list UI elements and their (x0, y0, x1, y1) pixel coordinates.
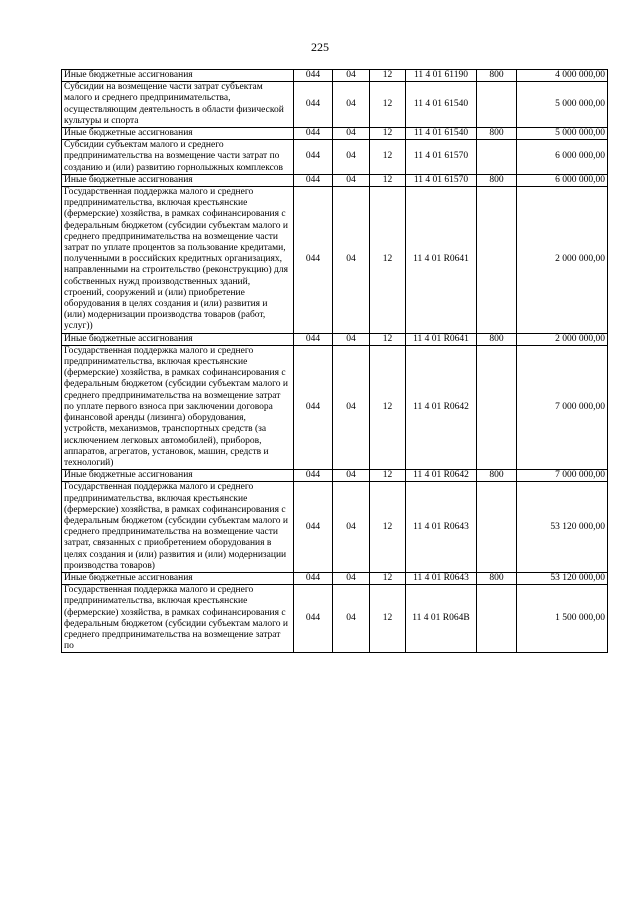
expense-name: Иные бюджетные ассигнования (62, 333, 294, 345)
section-code: 04 (333, 333, 370, 345)
subsection-code: 12 (370, 482, 406, 573)
expense-name: Государственная поддержка малого и среднего предпринимательства, включая крестьянские (фермерские) хозяйства, в рамках софинансирования с федеральным бюджетом (субсидии субъектам малого и среднего предпринимательства на возмещение затрат по (62, 585, 294, 653)
expense-name: Государственная поддержка малого и среднего предпринимательства, включая крестьянские (фермерские) хозяйства, в рамках софинансирования с федеральным бюджетом (субсидии субъектам малого и среднего предпринимательства на возмещение части затрат, связанных с приобретением оборудования в целях создания и (или) развития и (или) модернизации производства товаров) (62, 482, 294, 573)
expense-name: Иные бюджетные ассигнования (62, 470, 294, 482)
expense-type-code: 800 (477, 572, 517, 584)
table-row (62, 187, 608, 334)
expense-name: Иные бюджетные ассигнования (62, 128, 294, 140)
expense-name: Иные бюджетные ассигнования (62, 70, 294, 82)
expense-type-code: 800 (477, 70, 517, 82)
subsection-code: 12 (370, 128, 406, 140)
table-row (62, 82, 608, 128)
ministry-code: 044 (294, 482, 333, 573)
expense-type-code: 800 (477, 333, 517, 345)
ministry-code: 044 (294, 70, 333, 82)
ministry-code: 044 (294, 128, 333, 140)
table-row (62, 470, 608, 482)
subsection-code: 12 (370, 82, 406, 128)
expense-type-code (477, 187, 517, 334)
table-row (62, 128, 608, 140)
expense-name: Государственная поддержка малого и среднего предпринимательства, включая крестьянские (фермерские) хозяйства, в рамках софинансирования с федеральным бюджетом (субсидии субъектам малого и среднего предпринимательства на возмещение части затрат по уплате процентов за пользование кредитами, полученными в российских кредитных организациях, направленными на строительство (реконструкцию) для собственных нужд производственных зданий, строений, сооружений и (или) приобретение оборудования в целях создания и (или) развития и (или) модернизации производства товаров (работ, услуг)) (62, 187, 294, 334)
expense-name: Иные бюджетные ассигнования (62, 174, 294, 186)
amount: 2 000 000,00 (517, 187, 608, 334)
target-article-code: 11 4 01 R0642 (406, 345, 477, 469)
subsection-code: 12 (370, 585, 406, 653)
amount: 53 120 000,00 (517, 482, 608, 573)
expense-type-code: 800 (477, 174, 517, 186)
section-code: 04 (333, 187, 370, 334)
section-code: 04 (333, 128, 370, 140)
expense-type-code (477, 82, 517, 128)
section-code: 04 (333, 140, 370, 175)
subsection-code: 12 (370, 345, 406, 469)
budget-table (61, 69, 608, 653)
subsection-code: 12 (370, 187, 406, 334)
table-row (62, 70, 608, 82)
ministry-code: 044 (294, 187, 333, 334)
amount: 4 000 000,00 (517, 70, 608, 82)
ministry-code: 044 (294, 174, 333, 186)
amount: 5 000 000,00 (517, 128, 608, 140)
expense-name: Иные бюджетные ассигнования (62, 572, 294, 584)
target-article-code: 11 4 01 R0642 (406, 470, 477, 482)
expense-name: Субсидии субъектам малого и среднего предпринимательства на возмещение части затрат по созданию и (или) развитию горнолыжных комплексов (62, 140, 294, 175)
table-row (62, 333, 608, 345)
expense-type-code: 800 (477, 470, 517, 482)
ministry-code: 044 (294, 140, 333, 175)
expense-type-code (477, 585, 517, 653)
table-row (62, 482, 608, 573)
ministry-code: 044 (294, 572, 333, 584)
target-article-code: 11 4 01 R0641 (406, 187, 477, 334)
amount: 1 500 000,00 (517, 585, 608, 653)
subsection-code: 12 (370, 174, 406, 186)
expense-type-code (477, 140, 517, 175)
section-code: 04 (333, 174, 370, 186)
expense-type-code: 800 (477, 128, 517, 140)
table-row (62, 174, 608, 186)
page-number: 225 (311, 40, 329, 54)
target-article-code: 11 4 01 61190 (406, 70, 477, 82)
amount: 7 000 000,00 (517, 470, 608, 482)
target-article-code: 11 4 01 R0643 (406, 572, 477, 584)
expense-type-code (477, 482, 517, 573)
amount: 7 000 000,00 (517, 345, 608, 469)
ministry-code: 044 (294, 345, 333, 469)
ministry-code: 044 (294, 470, 333, 482)
expense-name: Государственная поддержка малого и среднего предпринимательства, включая крестьянские (фермерские) хозяйства, в рамках софинансирования с федеральным бюджетом (субсидии субъектам малого и среднего предпринимательства на возмещение затрат по уплате первого взноса при заключении договора финансовой аренды (лизинга) оборудования, устройств, механизмов, транспортных средств (за исключением легковых автомобилей), приборов, аппаратов, агрегатов, установок, машин, средств и технологий) (62, 345, 294, 469)
ministry-code: 044 (294, 333, 333, 345)
target-article-code: 11 4 01 R0641 (406, 333, 477, 345)
target-article-code: 11 4 01 R0643 (406, 482, 477, 573)
expense-name: Субсидии на возмещение части затрат субъектам малого и среднего предпринимательства, осуществляющим деятельность в области физической культуры и спорта (62, 82, 294, 128)
ministry-code: 044 (294, 585, 333, 653)
table-row (62, 585, 608, 653)
section-code: 04 (333, 585, 370, 653)
amount: 5 000 000,00 (517, 82, 608, 128)
amount: 2 000 000,00 (517, 333, 608, 345)
target-article-code: 11 4 01 R064B (406, 585, 477, 653)
subsection-code: 12 (370, 470, 406, 482)
table-row (62, 140, 608, 175)
subsection-code: 12 (370, 333, 406, 345)
table-row (62, 572, 608, 584)
expense-type-code (477, 345, 517, 469)
amount: 6 000 000,00 (517, 174, 608, 186)
section-code: 04 (333, 572, 370, 584)
budget-table-body (62, 70, 608, 653)
section-code: 04 (333, 345, 370, 469)
target-article-code: 11 4 01 61570 (406, 174, 477, 186)
table-row (62, 345, 608, 469)
subsection-code: 12 (370, 70, 406, 82)
amount: 6 000 000,00 (517, 140, 608, 175)
target-article-code: 11 4 01 61540 (406, 128, 477, 140)
subsection-code: 12 (370, 572, 406, 584)
section-code: 04 (333, 82, 370, 128)
section-code: 04 (333, 470, 370, 482)
section-code: 04 (333, 70, 370, 82)
target-article-code: 11 4 01 61540 (406, 82, 477, 128)
subsection-code: 12 (370, 140, 406, 175)
target-article-code: 11 4 01 61570 (406, 140, 477, 175)
amount: 53 120 000,00 (517, 572, 608, 584)
section-code: 04 (333, 482, 370, 573)
ministry-code: 044 (294, 82, 333, 128)
